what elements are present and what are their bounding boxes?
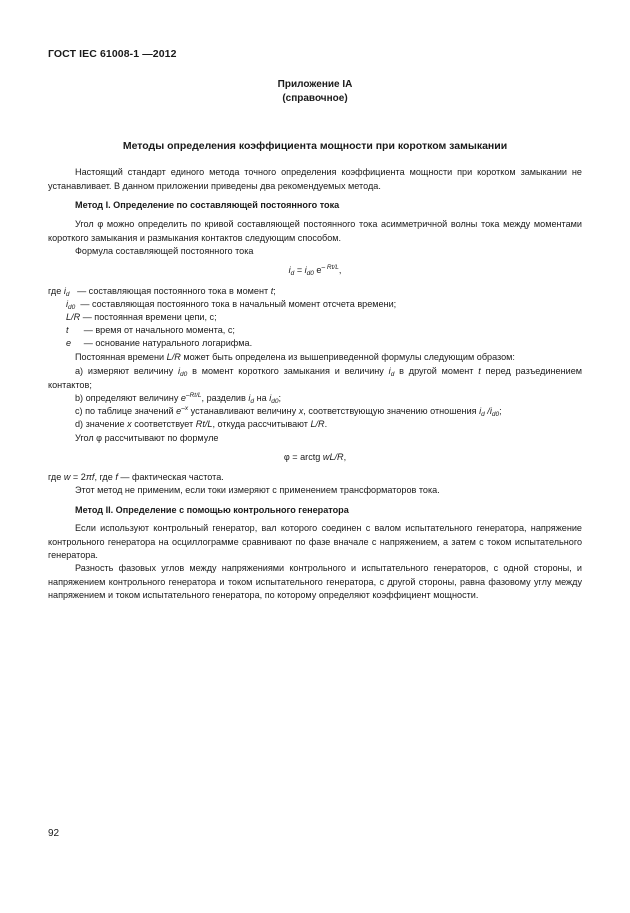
section-title: Методы определения коэффициента мощности при коротком замыкании [122, 140, 508, 152]
method2-title: Метод II. Определение с помощью контрольного генератора [75, 505, 349, 515]
method1-paragraph-4: Угол φ рассчитывают по формуле [75, 433, 219, 443]
method1-paragraph-2: Формула составляющей постоянного тока [75, 246, 254, 256]
appendix-title: Приложение IA [277, 79, 353, 90]
step-b: b) определяют величину $e^{-Rt/L}$, разделив $i_d$ на $i_{d0}$; [75, 392, 281, 405]
document-header: ГОСТ IEC 61008-1 —2012 [48, 48, 177, 60]
where-frequency: где w = 2πf, где f — фактическая частота. [48, 472, 224, 482]
where-item-t: t — время от начального момента, с; [66, 325, 235, 335]
where-item-lr: L/R — постоянная времени цепи, с; [66, 312, 217, 322]
appendix-subtitle: (справочное) [282, 93, 348, 104]
where-item-e: e — основание натурального логарифма. [66, 338, 253, 348]
step-c: c) по таблице значений $e^{-x}$ устанавливают величину x, соответствующую значению отношения $i_d$ $/i_{d0}$; [75, 405, 502, 418]
where-item-id0: $i_{d0}$ — составляющая постоянного тока в начальный момент отсчета времени; [66, 299, 397, 311]
method2-paragraph-1: Если используют контрольный генератор, вал которого соединен с валом испытательного генератора, напряжение контрольного генератора на осциллограмме сравнивают по фазе вначале с напряжением, а затем с током испытательного генератора. [48, 523, 582, 560]
method1-paragraph-3: Постоянная времени L/R может быть определена из вышеприведенной формулы следующим образом: [75, 352, 515, 362]
page-number: 92 [48, 828, 60, 839]
dc-component-formula: $i_d = i_{d0}$ $e^{- Rt/L}$, [288, 264, 342, 277]
method1-paragraph-1: Угол φ можно определить по кривой составляющей постоянного тока асимметричной волны тока между моментами короткого замыкания и размыкания контактов следующим способом. [48, 219, 582, 243]
method2-paragraph-2: Разность фазовых углов между напряжениями контрольного и испытательного генераторов, с одной стороны, и напряжением контрольного генератора и током испытательного генератора, с другой стороны, равна фазовому углу между напряжением и током испытательного генератора, по которому определяют коэффициент мощности. [48, 563, 582, 600]
step-d: d) значение x соответствует Rt/L, откуда рассчитывают L/R. [75, 419, 328, 429]
phase-angle-formula: φ = arctg wL/R, [283, 452, 347, 462]
where-item-id: где $i_d$ — составляющая постоянного тока в момент t; [48, 286, 276, 298]
method1-title: Метод I. Определение по составляющей постоянного тока [75, 200, 340, 210]
intro-paragraph: Настоящий стандарт единого метода точного определения коэффициента мощности при коротком замыкании не устанавливает. В данном приложении приведены два рекомендуемых метода. [48, 167, 582, 191]
step-a: a) измеряют величину $i_{d0}$ в момент короткого замыкания и величину $i_d$ в другой момент t перед разъединением контактов; [48, 366, 583, 390]
method1-paragraph-5: Этот метод не применим, если токи измеряют с применением трансформаторов тока. [75, 485, 440, 495]
